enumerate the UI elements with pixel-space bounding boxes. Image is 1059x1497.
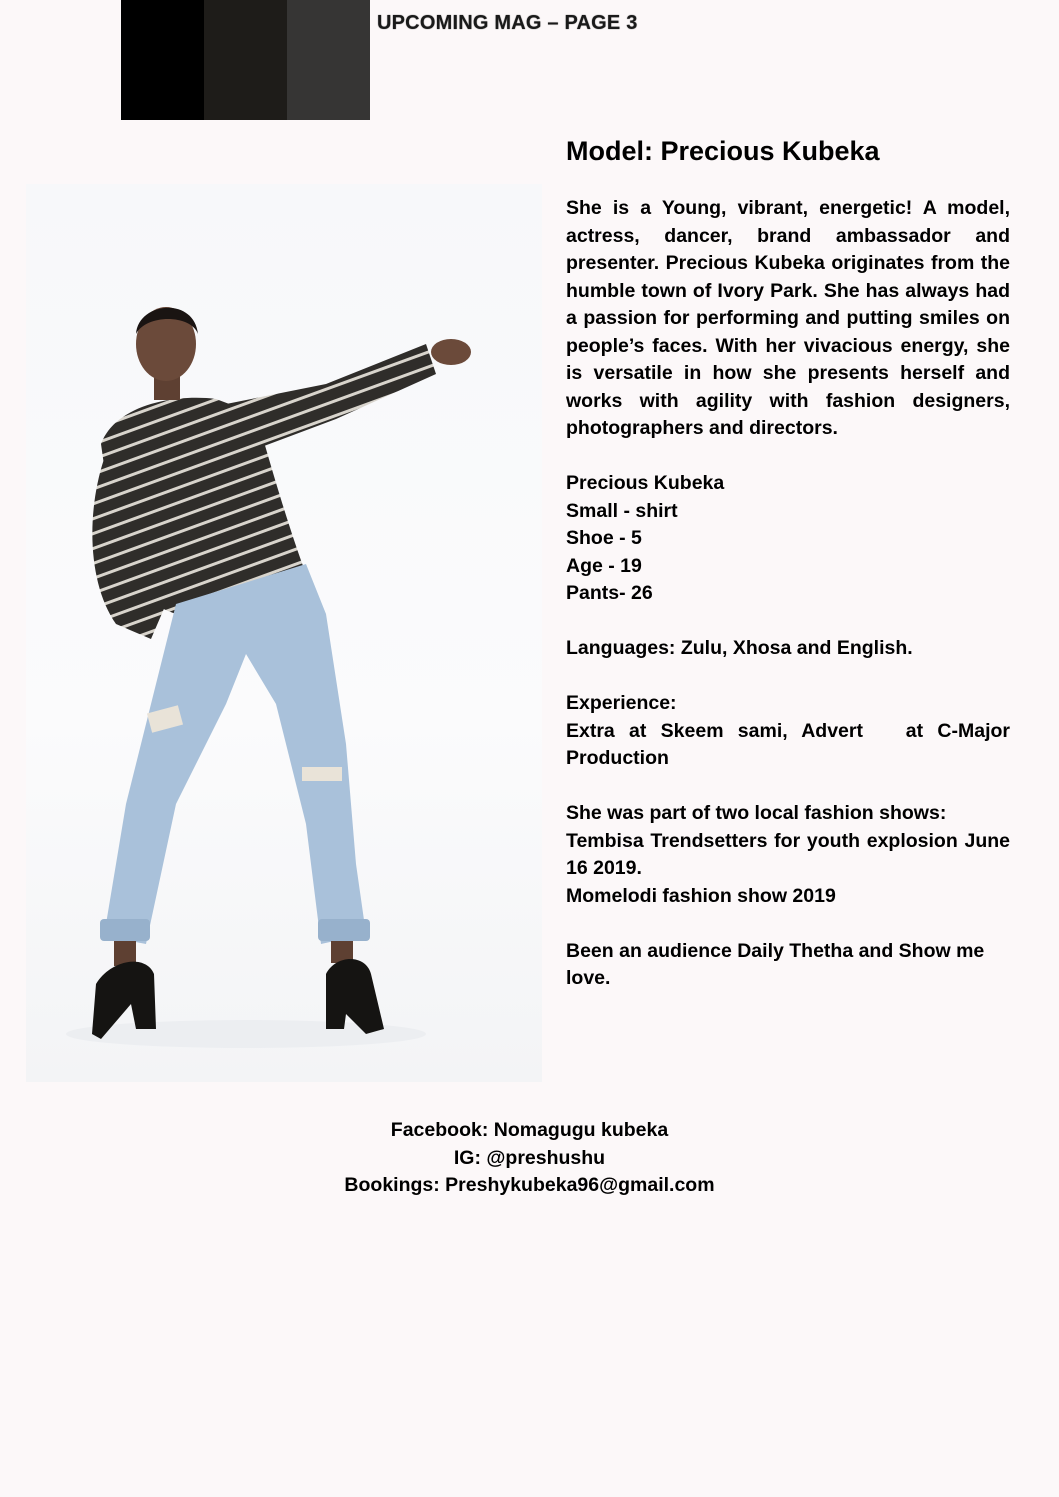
languages: Languages: Zulu, Xhosa and English. — [566, 637, 913, 659]
page-header-title: UPCOMING MAG – PAGE 3 — [377, 12, 638, 34]
profile-content — [566, 134, 1016, 993]
stat-shirt-size: Small - shirt — [566, 499, 678, 522]
fashion-show-1: Tembisa Trendsetters for youth explosion June 16 2019. — [566, 829, 1010, 879]
experience-text: Extra at Skeem sami, Advert at C-Major Production — [566, 719, 1016, 769]
audience-experience: Been an audience Daily Thetha and Show me love. — [566, 939, 985, 989]
color-swatch-bar — [121, 0, 370, 120]
fashion-show-2: Momelodi fashion show 2019 — [566, 884, 836, 907]
experience-label: Experience: — [566, 692, 677, 714]
fashion-shows-intro: She was part of two local fashion shows: — [566, 802, 947, 824]
swatch-dark-gray — [287, 0, 370, 120]
bookings-email: Bookings: Preshykubeka96@gmail.com — [344, 1174, 715, 1196]
instagram-contact: IG: @preshushu — [453, 1146, 606, 1169]
swatch-charcoal — [204, 0, 287, 120]
swatch-black — [121, 0, 204, 120]
model-name-title: Model: Precious Kubeka — [566, 136, 880, 166]
model-figure-illustration — [26, 184, 542, 1082]
stat-age: Age - 19 — [566, 554, 642, 577]
stat-name: Precious Kubeka — [566, 472, 725, 494]
contact-footer — [0, 1117, 1059, 1200]
model-photo — [26, 184, 542, 1082]
stat-pants-size: Pants- 26 — [566, 582, 653, 604]
facebook-contact: Facebook: Nomagugu kubeka — [390, 1119, 669, 1141]
model-bio: She is a Young, vibrant, energetic! A model, actress, dancer, brand ambassador and presenter. Precious Kubeka originates from the humble town of Ivory Park. She has always had a passion for performing and putting smiles on people’s faces. With her vivacious energy, she is versatile in how she presents herself and works with agility with fashion designers, photographers and directors. — [566, 197, 1010, 439]
stat-shoe-size: Shoe - 5 — [566, 527, 642, 549]
